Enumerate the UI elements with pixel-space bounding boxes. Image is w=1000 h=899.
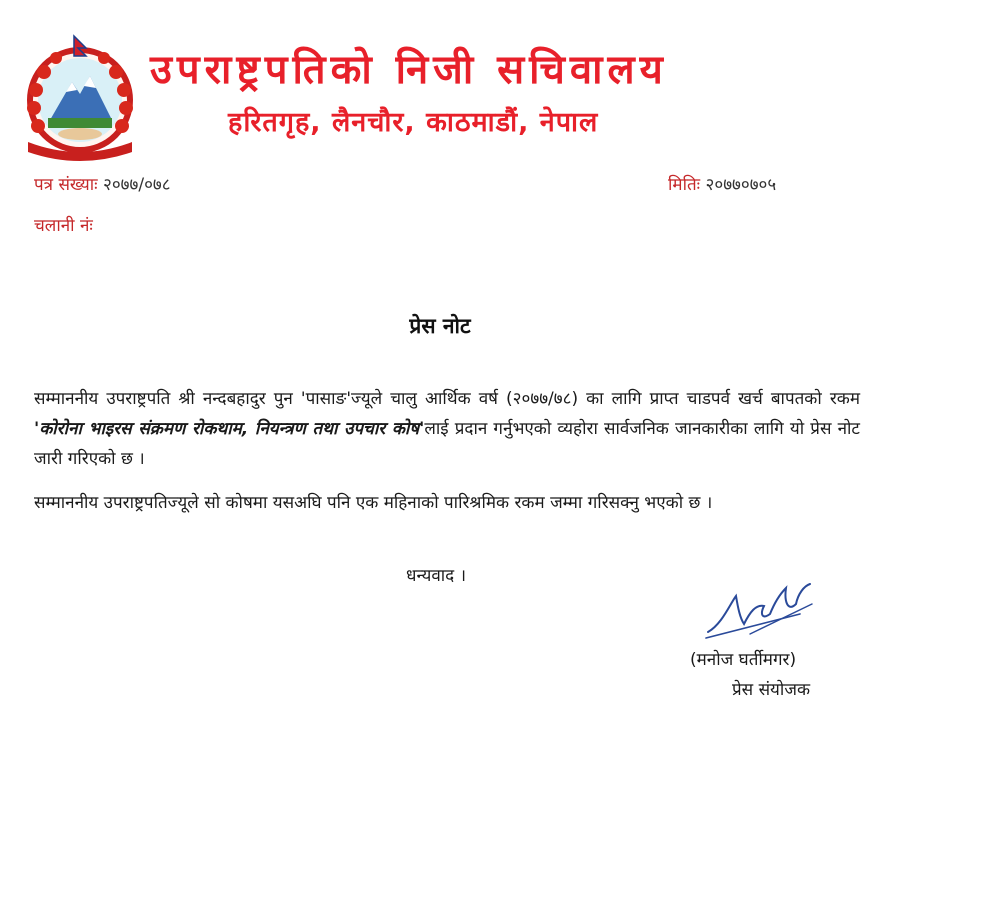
dispatch-number-label: चलानी नंः [34, 216, 93, 236]
closing-thanks: धन्यवाद । [406, 566, 467, 586]
office-address: हरितगृह, लैनचौर, काठमाडौं, नेपाल [228, 107, 599, 138]
signature-icon [700, 574, 820, 644]
press-note-heading: प्रेस नोट [409, 314, 471, 338]
body-paragraph-2: सम्माननीय उपराष्ट्रपतिज्यूले सो कोषमा यसअघि पनि एक महिनाको पारिश्रमिक रकम जम्मा गरिसक्नु भएको छ । [34, 493, 713, 513]
letter-number [34, 172, 171, 195]
date-label: मितिः [668, 175, 701, 195]
body-paragraph-1 [34, 384, 860, 474]
letter-number-value: २०७७/०७८ [102, 175, 171, 195]
fund-name: 'कोरोना भाइरस संक्रमण रोकथाम, नियन्त्रण तथा उपचार कोष' [34, 419, 425, 439]
date-value: २०७७०७०५ [705, 175, 777, 195]
p1-text-start: सम्माननीय उपराष्ट्रपति श्री नन्दबहादुर पुन 'पासाङ'ज्यूले चालु आर्थिक वर्ष (२०७७/७८) का लागि प्राप्त चाडपर्व खर्च बापतको रकम [34, 389, 860, 409]
signer-name: (मनोज घर्तीमगर) [690, 650, 797, 670]
letter-number-label: पत्र संख्याः [34, 175, 98, 195]
nepal-emblem-icon [14, 30, 146, 162]
signer-title: प्रेस संयोजक [732, 680, 810, 700]
office-name: उपराष्ट्रपतिको निजी सचिवालय [150, 47, 668, 93]
letter-date [668, 172, 776, 195]
p1-text-end: लाई प्रदान गर्नुभएको व्यहोरा सार्वजनिक जानकारीका लागि यो प्रेस नोट जारी गरिएको छ । [34, 419, 860, 469]
